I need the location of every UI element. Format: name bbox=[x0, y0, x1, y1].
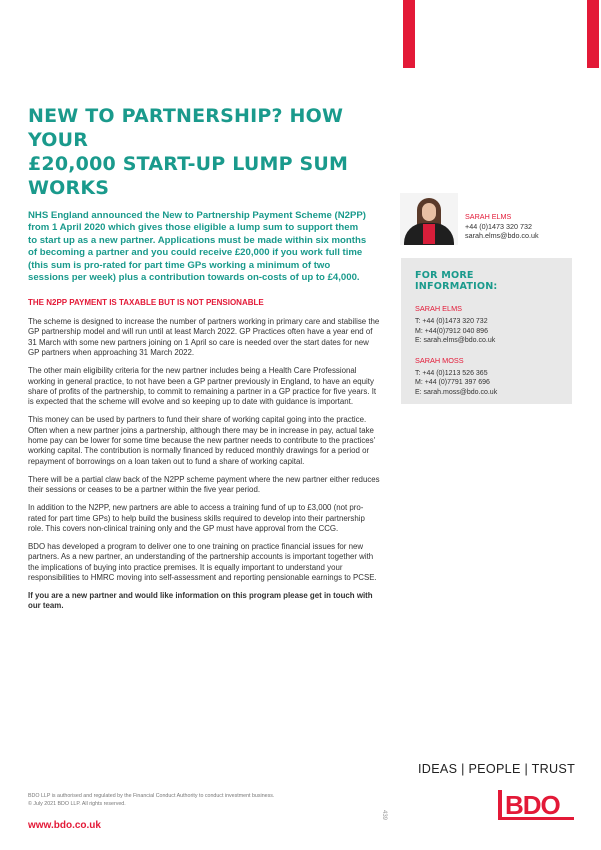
legal-notice bbox=[28, 793, 348, 808]
red-accent-bar bbox=[403, 0, 415, 68]
contact-tel: T: +44 (0)1473 320 732 bbox=[415, 318, 488, 325]
website-link[interactable]: www.bdo.co.uk bbox=[28, 820, 101, 831]
body-paragraph: The scheme is designed to increase the number of partners working in primary care and stabilise the GP partnership model and will run until at least March 2022. GP Practices often have a year end of 31 March with some new partners joining on 1 April so care is needed over the start dates for new GP partners when approaching 31 March 2022. bbox=[28, 317, 380, 358]
body-paragraph: The other main eligibility criteria for the new partner includes being a Health Care Professional working in general practice, to not have been a GP partner previously in England, to have an equity share of profits of the partnership, to commit to remaining a partner in a GP practice for five years. It is expected that the scheme will evolve and so keeping up to date with guidance is important. bbox=[28, 366, 377, 407]
author-photo bbox=[400, 193, 458, 245]
contact-name: SARAH ELMS bbox=[415, 304, 463, 313]
title-line: £20,000 START-UP LUMP SUM WORKS bbox=[28, 153, 349, 199]
copyright-line: © July 2021 BDO LLP. All rights reserved. bbox=[28, 800, 126, 807]
red-accent-bar bbox=[587, 0, 599, 68]
author-phone: +44 (0)1473 320 732 bbox=[465, 221, 532, 231]
contact-mobile: M: +44 (0)7791 397 696 bbox=[415, 379, 490, 387]
contact-name: SARAH MOSS bbox=[415, 355, 464, 365]
title-line: NEW TO PARTNERSHIP? HOW YOUR bbox=[28, 105, 344, 151]
contact-entry bbox=[415, 304, 558, 346]
author-email[interactable]: sarah.elms@bdo.co.uk bbox=[465, 231, 539, 241]
author-name: SARAH ELMS bbox=[465, 212, 512, 221]
page-title bbox=[28, 104, 388, 200]
contact-entry bbox=[415, 356, 558, 398]
body-paragraph: BDO has developed a program to deliver one to one training on practice financial issues for new partners. As a new partner, an understanding of the partnership accounts is important together with the implications of buying into practice premises. It is equally important to understand your responsibilities to HMRC moving into self-assessment and reporting pensionable earnings to PCSE. bbox=[28, 541, 377, 583]
contact-email[interactable]: E: sarah.moss@bdo.co.uk bbox=[415, 388, 498, 396]
contact-email[interactable]: E: sarah.elms@bdo.co.uk bbox=[415, 337, 496, 345]
contact-tel: T: +44 (0)1213 526 365 bbox=[415, 369, 488, 377]
body-paragraph: In addition to the N2PP, new partners are able to access a training fund of up to £3,000 (not pro-rated for part time GPs) to help build the business skills required to develop into their partnership role. This covers non-clinical training only and the GP must have approval from the CCG. bbox=[28, 503, 365, 533]
bdo-logo bbox=[498, 790, 574, 820]
body-paragraph: There will be a partial claw back of the N2PP scheme payment where the new partner either reduces their sessions or ceases to be a partner within the five year period. bbox=[28, 474, 380, 495]
intro-paragraph: NHS England announced the New to Partnership Payment Scheme (N2PP) from 1 April 2020 which gives those eligible a lump sum to support them to start up as a new partner. Applications must be made within six months of becoming a partner and you could receive £20,000 if you work full time (this sum is pro-rated for part time GPs working a minimum of two sessions per week) plus a contribution towards on-costs of up to £4,000. bbox=[28, 210, 367, 284]
body-paragraph: This money can be used by partners to fund their share of working capital going into the practice. Often when a new partner joins a partnership, although there may be in increase in pay, actual take home pay can be lower for some time because the new partner needs to contribute to the practices' working capital. The contribution is normally financed by reduced monthly drawings for a period or repayment of borrowings on a loan taken out to fund a share of working capital. bbox=[28, 415, 376, 466]
author-card bbox=[465, 212, 539, 241]
contact-mobile: M: +44(0)7912 040 896 bbox=[415, 327, 488, 335]
section-heading: THE N2PP PAYMENT IS TAXABLE BUT IS NOT PENSIONABLE bbox=[28, 298, 264, 307]
contact-info-box bbox=[401, 258, 572, 404]
body-text bbox=[28, 317, 380, 619]
brand-tagline: IDEAS | PEOPLE | TRUST bbox=[418, 762, 576, 776]
info-box-title: FOR MORE INFORMATION: bbox=[415, 270, 498, 292]
page-number: 439 bbox=[381, 810, 387, 821]
call-to-action: If you are a new partner and would like information on this program please get in touch with our team. bbox=[28, 590, 373, 611]
legal-line: BDO LLP is authorised and regulated by the Financial Conduct Authority to conduct investment business. bbox=[28, 793, 275, 799]
svg-text:BDO: BDO bbox=[505, 790, 560, 820]
